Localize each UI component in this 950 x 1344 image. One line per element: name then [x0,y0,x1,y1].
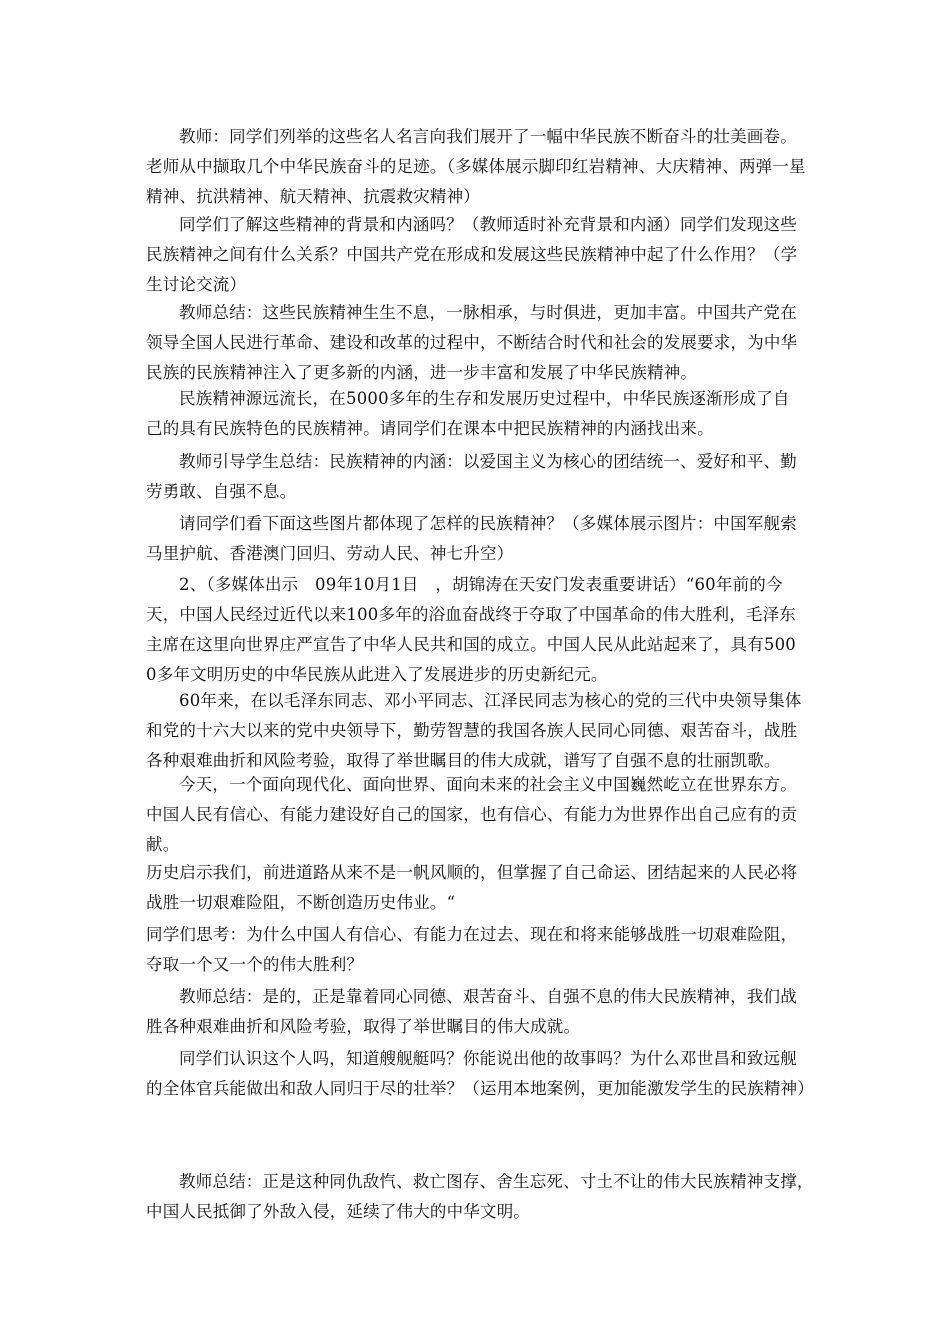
paragraph-7: 2、（多媒体出示 09年10月1日 ，胡锦涛在天安门发表重要讲话）“60年前的今天，中国人民经过近代以来100多年的浴血奋战终于夺取了中国革命的伟大胜利，毛泽东主席在这里向世界庄严宣告了中华人民共和国的成立。中国人民从此站起来了，具有5000多年文明历史的中华民族从此进入了发展进步的历史新纪元。 [146,575,796,684]
paragraph-14: 教师总结：正是这种同仇敌忾、救亡图存、舍生忘死、寸土不让的伟大民族精神支撑，中国人民抵御了外敌入侵，延续了伟大的中华文明。 [146,1172,814,1221]
paragraph-4: 民族精神源远流长，在5000多年的生存和发展历史过程中，中华民族逐渐形成了自己的具有民族特色的民族精神。请同学们在课本中把民族精神的内涵找出来。 [146,389,790,438]
paragraph-8: 60年来，在以毛泽东同志、邓小平同志、江泽民同志为核心的党的三代中央领导集体和党的十六大以来的党中央领导下，勤劳智慧的我国各族人民同心同德、艰苦奋斗，战胜各种艰难曲折和风险考验，取得了举世瞩目的伟大成就，谱写了自强不息的壮丽凯歌。 [146,691,802,770]
paragraph-12: 教师总结：是的，正是靠着同心同德、艰苦奋斗、自强不息的伟大民族精神，我们战胜各种艰难曲折和风险考验，取得了举世瞩目的伟大成就。 [146,987,797,1036]
paragraph-10: 历史启示我们，前进道路从来不是一帆风顺的，但掌握了自己命运、团结起来的人民必将战胜一切艰难险阻，不断创造历史伟业。“ [146,863,798,912]
paragraph-5: 教师引导学生总结：民族精神的内涵：以爱国主义为核心的团结统一、爱好和平、勤劳勇敢、自强不息。 [146,452,797,501]
paragraph-13: 同学们认识这个人吗，知道艘舰艇吗？你能说出他的故事吗？为什么邓世昌和致远舰的全体官兵能做出和敌人同归于尽的壮举？（运用本地案例，更加能激发学生的民族精神） [146,1049,814,1098]
paragraph-1: 教师：同学们列举的这些名人名言向我们展开了一幅中华民族不断奋斗的壮美画卷。老师从中撷取几个中华民族奋斗的足迹。（多媒体展示脚印红岩精神、大庆精神、两弹一星精神、抗洪精神、航天精神、抗震救灾精神） [146,127,806,206]
paragraph-3: 教师总结：这些民族精神生生不息，一脉相承，与时俱进，更加丰富。中国共产党在领导全国人民进行革命、建设和改革的过程中，不断结合时代和社会的发展要求，为中华民族的民族精神注入了更多新的内涵，进一步丰富和发展了中华民族精神。 [146,303,798,382]
paragraph-9: 今天，一个面向现代化、面向世界、面向未来的社会主义中国巍然屹立在世界东方。中国人民有信心、有能力建设好自己的国家，也有信心、有能力为世界作出自己应有的贡献。 [146,775,798,854]
paragraph-11: 同学们思考：为什么中国人有信心、有能力在过去、现在和将来能够战胜一切艰难险阻，夺取一个又一个的伟大胜利？ [146,925,798,974]
paragraph-6: 请同学们看下面这些图片都体现了怎样的民族精神？（多媒体展示图片：中国军舰索马里护航、香港澳门回归、劳动人民、神七升空） [146,514,797,563]
paragraph-2: 同学们了解这些精神的背景和内涵吗？（教师适时补充背景和内涵）同学们发现这些民族精神之间有什么关系？中国共产党在形成和发展这些民族精神中起了什么作用？（学生讨论交流） [146,215,798,294]
